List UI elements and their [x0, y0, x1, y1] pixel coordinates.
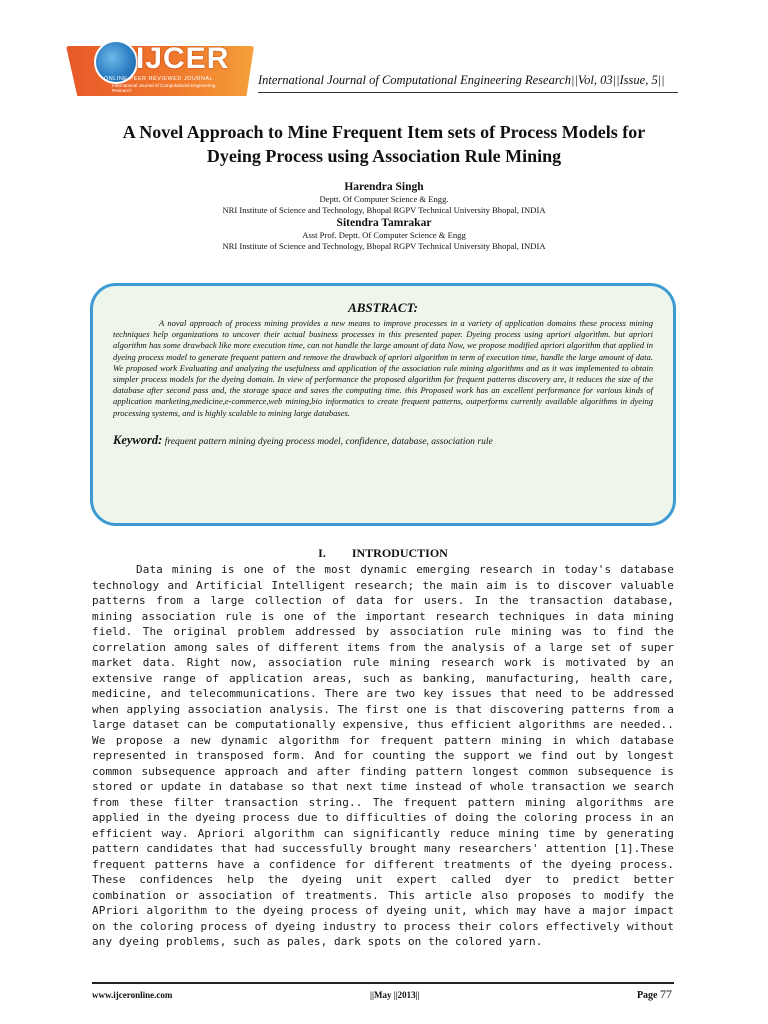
- author-affiliation: NRI Institute of Science and Technology, Bhopal RGPV Technical University Bhopal, INDIA: [222, 241, 546, 251]
- author-block: [100, 180, 668, 252]
- author-name: Sitendra Tamrakar: [336, 217, 432, 229]
- keywords-text: frequent pattern mining dyeing process model, confidence, database, association rule: [164, 435, 493, 447]
- paper-title: A Novel Approach to Mine Frequent Item sets of Process Models for Dyeing Process using Association Rule Mining: [122, 122, 646, 166]
- page-number: 77: [660, 987, 672, 1001]
- header-divider: [258, 92, 678, 93]
- abstract-box: [90, 283, 676, 526]
- keywords-line: [113, 433, 653, 448]
- keywords-label: Keyword:: [113, 432, 163, 447]
- logo-subtitle: International Journal of Computational Engineering Research: [112, 83, 216, 93]
- logo-name: IJCER: [136, 42, 230, 75]
- section-title: INTRODUCTION: [351, 546, 448, 560]
- abstract-body: [113, 318, 653, 419]
- author-affiliation: Asst Prof. Deptt. Of Computer Science & Engg: [302, 230, 466, 240]
- journal-header: International Journal of Computational Engineering Research||Vol, 03||Issue, 5||: [258, 73, 665, 87]
- section-number: I.: [318, 546, 326, 560]
- logo-tagline: ONLINE PEER REVIEWED JOURNAL: [104, 76, 214, 82]
- introduction-body: [92, 562, 674, 950]
- introduction-text: Data mining is one of the most dynamic emerging research in today's database technology and Artificial Intelligent research; the main aim is to discover valuable patterns from a large collection of data for users. In the transaction database, mining association rule is one of the important research techniques in data mining field. The original problem addressed by association rule mining was to find the correlation among sales of different items from the analysis of a large set of super market data. Right now, association rule mining research work is motivated by an extensive range of application areas, such as banking, manufacturing, health care, medicine, and telecommunications. There are two key issues that need to be addressed when applying association analysis. The first one is that discovering patterns from a large dataset can be computationally expensive, thus efficient algorithms are needed.. We propose a new dynamic algorithm for frequent pattern mining in which database represented in transposed form. And for counting the support we find out by longest common subsequence approach and after finding pattern longest common subsequence is stored or update in database so that next time instead of whole transaction we search from these filter transaction string.. The frequent pattern mining algorithms are applied in the dyeing process due to difficulties of doing the coloring process in an efficient way. Apriori algorithm can significantly reduce mining time by generating pattern candidates that had successfully brought many researchers' attention [1].These frequent patterns have a confidence for different treatments of the dyeing process. These confidences help the dyeing unit expert called dyer to predict better combination or association of treatments. This article also proposes to modify the APriori algorithm to the dyeing process of dyeing unit, which may have a major impact on the coloring process of dyeing industry to process their colors effectively without any dyeing problems, such as pales, dark spots on the colored yarn.: [92, 563, 674, 948]
- section-heading: [90, 546, 676, 561]
- footer-divider: [92, 982, 674, 984]
- footer-website[interactable]: www.ijceronline.com: [92, 990, 173, 1000]
- page-label: Page: [636, 990, 658, 1001]
- abstract-text: A noval approach of process mining provides a new means to improve processes in a variety of application domains these process mining techniques help organizations to uncover their actual business processes in this presented paper. Dyeing process using apriori algorithm. but apriori algorithm has some drawback like more execution time, can not handle the large amount of data Now, we propose modified apriori algorithm that applied in dyeing process model to generate frequent pattern and remove the drawback of apriori algorithm in term of execution time, handle the large amount of data. We proposed work Evaluating and analyzing the usefulness and application of the association rule mining algorithms and as it was implemented to obtain simpler process models for the dyeing domain. In view of performance the proposed algorithm for frequent patterns discovery are, it reduces the size of the database after second pass and, the storage space and saves the computing time. this Proposed work has an excellent performance for various kinds of application marketing,medicine,e-commerce,web mining,bio informatics to create frequent patterns, outperforms currently available algorithms in dyeing processing systems, and is highly scalable to mining large databases.: [113, 318, 653, 418]
- footer-page: [637, 987, 672, 1002]
- page-footer: [92, 986, 674, 1004]
- journal-logo: [66, 40, 256, 110]
- footer-date: ||May ||2013||: [370, 990, 420, 1000]
- abstract-heading: ABSTRACT:: [348, 300, 418, 315]
- author-name: Harendra Singh: [344, 181, 424, 193]
- author-affiliation: NRI Institute of Science and Technology, Bhopal RGPV Technical University Bhopal, INDIA: [222, 205, 546, 215]
- author-affiliation: Deptt. Of Computer Science & Engg.: [319, 194, 449, 204]
